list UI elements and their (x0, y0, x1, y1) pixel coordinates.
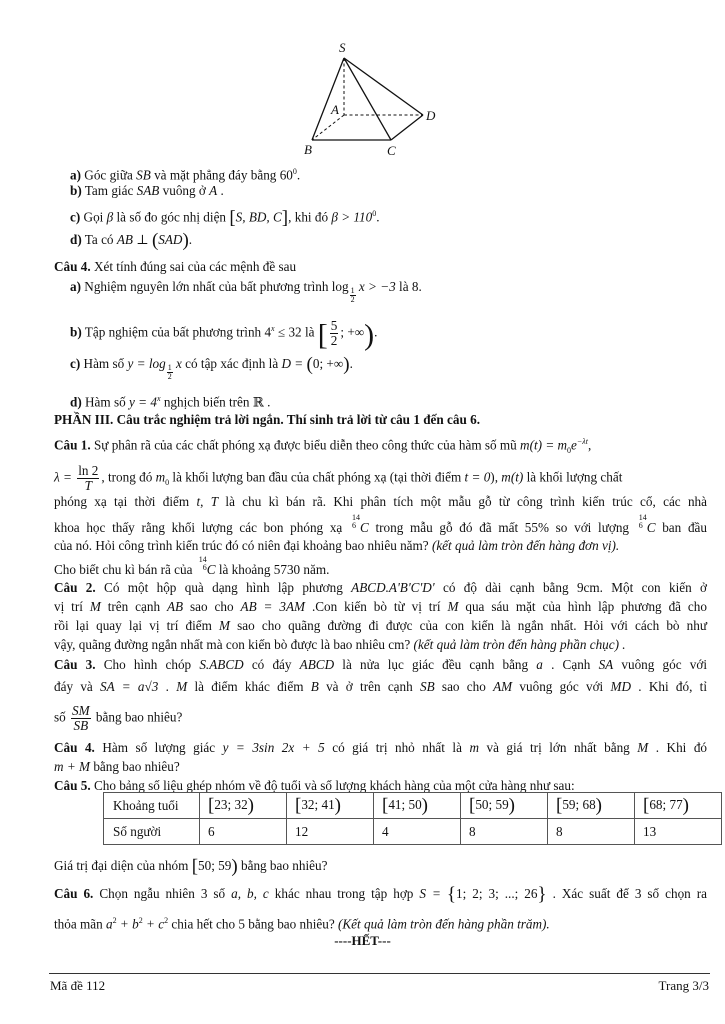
c3-line1 (54, 655, 707, 674)
numerator: 1 (350, 286, 355, 295)
math: y = 3sin 2x + 5 (222, 740, 325, 755)
math: AM (493, 679, 513, 694)
question-text: có giá trị nhỏ nhất là (324, 740, 470, 755)
paren-open: ( (306, 354, 313, 375)
question-text: , trong đó (101, 469, 156, 485)
question-text: và ở trên cạnh (318, 679, 420, 694)
brace-close: } (537, 884, 547, 905)
denominator: 2 (350, 295, 355, 304)
math: t = 0 (464, 469, 491, 485)
punct: . (374, 324, 378, 340)
math: m(t) = m (520, 437, 568, 453)
question-text: sao cho (434, 679, 494, 694)
item-text: là (301, 324, 318, 340)
question-text: khoa học thấy rằng khối lượng các bon phóng xạ (54, 520, 349, 535)
item-text: Nghiệm nguyên lớn nhất của bất phương trình (81, 279, 332, 294)
brace-open: { (446, 884, 456, 905)
question-text: Hàm số lượng giác (94, 740, 223, 755)
math: S = (419, 886, 447, 901)
label-C: C (387, 143, 396, 158)
question-text: bằng bao nhiêu? (237, 858, 328, 873)
paren-close: ) (343, 354, 350, 375)
math: m + M (54, 759, 91, 774)
punct: . (376, 209, 380, 225)
math: MD (610, 679, 632, 694)
c2-line3 (54, 616, 707, 635)
subscript: 0 (165, 478, 170, 488)
question-text: là chu kì bán rã. Khi phân tích một mẫu gỗ từ công trình kiến trúc cổ, các nhà (218, 494, 708, 509)
question-number: Câu 6. (54, 886, 94, 901)
interval-value: 68; 77 (649, 796, 683, 812)
superscript: 0 (292, 167, 297, 176)
question-number: Câu 1. (54, 437, 91, 453)
c1-line6 (54, 556, 711, 579)
question-text: là khoảng 5730 năm. (215, 562, 330, 577)
paren-close: ) (364, 318, 375, 352)
table-row-counts (104, 819, 722, 845)
math: a (536, 657, 543, 672)
label-D: D (426, 108, 436, 123)
edge-SD (344, 58, 423, 115)
question-text: ban đầu (655, 520, 707, 535)
mass-number: 14 (638, 513, 647, 522)
isotope-index (639, 514, 647, 530)
interval-value: 41; 50 (388, 796, 422, 812)
math: M (637, 740, 649, 755)
bracket-open: [ (229, 207, 236, 229)
question-text: và giá trị lớn nhất bằng (478, 740, 638, 755)
question-text: của nó. Hỏi công trình kiến trúc đó có niên đại khoảng bao nhiêu năm? (54, 538, 432, 553)
question-text: bằng bao nhiêu? (90, 759, 180, 774)
math: SB (420, 679, 435, 694)
footer-divider (49, 973, 710, 974)
superscript: −λt (576, 437, 588, 446)
item-text: Ta có (84, 232, 117, 247)
label-A: A (331, 102, 339, 117)
math: β > 110 (331, 209, 373, 225)
item-text: Hàm số (80, 356, 128, 371)
interval-cell: [32; 41) (287, 793, 374, 819)
math: SAB (136, 183, 160, 198)
c3-line3 (54, 704, 711, 733)
math: λ = (54, 469, 76, 485)
c2-line4 (54, 635, 711, 654)
subscript: 0 (567, 446, 572, 456)
interval-value: 23; 32 (214, 796, 248, 812)
q4-heading (54, 257, 711, 276)
math: M (89, 599, 101, 614)
math: B (310, 679, 319, 694)
c1-line1 (54, 432, 711, 460)
mass-number: 14 (351, 513, 360, 522)
question-text: Cho biết chu kì bán rã của (54, 562, 196, 577)
question-text: Cho hình chóp (95, 657, 200, 672)
question-number: Câu 4. (54, 259, 91, 274)
c2-line1 (54, 578, 707, 597)
item-label: d) (70, 232, 82, 247)
question-text: số (54, 709, 70, 725)
interval-value: 59; 68 (562, 796, 596, 812)
math: SB (136, 167, 151, 183)
q4-item-d (70, 389, 711, 411)
isotope-index (199, 556, 207, 572)
item-text: vuông ở (159, 183, 210, 198)
math: ABCD (299, 657, 335, 672)
row-header: Số người (104, 819, 200, 845)
question-text: Xét tính đúng sai của các mệnh đề sau (90, 259, 297, 274)
label-S: S (339, 40, 346, 55)
c5-question (54, 856, 711, 876)
paren-close: ) (231, 856, 238, 877)
c3-line2 (54, 677, 707, 696)
atomic-number: 6 (202, 563, 207, 572)
math: A (209, 183, 218, 198)
count-cell: 8 (461, 819, 548, 845)
math: ℝ (252, 394, 264, 410)
denominator: 2 (167, 372, 172, 381)
question-text: khác nhau trong tập hợp (268, 886, 420, 901)
punct: . (263, 394, 271, 410)
math: AB = 3AM (240, 599, 306, 614)
item-text: , khi đó (288, 209, 332, 225)
table-row-intervals (104, 793, 722, 819)
element-symbol: C (359, 520, 369, 535)
numerator: 1 (167, 363, 172, 372)
part3-heading: PHẦN III. Câu trắc nghiệm trả lời ngắn. Thí sinh trả lời từ câu 1 đến câu 6. (54, 412, 480, 427)
question-text: . Cạnh (542, 657, 599, 672)
c6-line1 (54, 884, 707, 904)
math: m (469, 740, 479, 755)
math: AB ⊥ (116, 232, 152, 247)
interval-cell: [50; 59) (461, 793, 548, 819)
question-text: có đáy (243, 657, 300, 672)
math: 4 (264, 324, 272, 340)
count-cell: 4 (374, 819, 461, 845)
math: log (331, 279, 349, 294)
item-text: và mặt phẳng đáy bằng (150, 167, 280, 183)
fraction (71, 704, 91, 733)
item-text: nghịch biến trên (160, 394, 253, 410)
c1-line5 (54, 536, 711, 555)
question-text: trên cạnh (100, 599, 167, 614)
c4-line2 (54, 757, 711, 776)
item-label: c) (70, 356, 81, 371)
math: T (210, 494, 219, 509)
count-cell: 12 (287, 819, 374, 845)
question-text: . Xác suất để 3 số chọn ra (546, 886, 707, 901)
punct: , (588, 437, 592, 453)
question-text: có độ dài cạnh bằng 9cm. Một con kiến ở (434, 580, 708, 595)
superscript: x (271, 324, 275, 334)
atomic-number: 6 (351, 521, 356, 530)
end-mark: ----HẾT--- (334, 933, 391, 948)
c2-line2 (54, 597, 707, 616)
math: 1; 2; 3; ...; 26 (456, 886, 538, 901)
item-text: có tập xác định là (181, 356, 282, 371)
question-number: Câu 3. (54, 657, 96, 672)
item-label: b) (70, 183, 82, 198)
paren-close: ) (182, 230, 189, 251)
question-text: là nửa lục giác đều cạnh bằng (334, 657, 537, 672)
pyramid-figure (280, 30, 480, 160)
age-frequency-table (103, 792, 722, 845)
punct: . (188, 232, 193, 247)
math: + b (116, 916, 139, 932)
question-text: rồi lại quay lại vị trí điểm (54, 618, 220, 633)
question-text: vuông góc với (613, 657, 707, 672)
math: 50; 59 (198, 858, 232, 873)
math: S.ABCD (199, 657, 244, 672)
c6-line2 (54, 911, 711, 933)
question-text: Chọn ngẫu nhiên 3 số (93, 886, 232, 901)
math: x > −3 (355, 279, 396, 294)
question-number: Câu 4. (54, 740, 95, 755)
question-text: trong mẫu gỗ đó đã mất 55% so với lượng (368, 520, 636, 535)
question-text: Sự phân rã của các chất phóng xạ được biểu diễn theo công thức của hàm số mũ (90, 437, 521, 453)
math: AB (167, 599, 184, 614)
interval-cell: [41; 50) (374, 793, 461, 819)
question-text: phóng xạ tại thời điểm (54, 494, 197, 509)
mass-number: 14 (198, 555, 207, 564)
interval-cell: [68; 77) (635, 793, 722, 819)
question-text: Có một hộp quà dạng hình lập phương (95, 580, 352, 595)
bracket-open: [ (191, 856, 199, 877)
fraction (330, 319, 339, 348)
question-text: bằng bao nhiêu? (92, 709, 183, 725)
interval-value: 50; 59 (475, 796, 509, 812)
math: S, BD, C (235, 209, 282, 225)
q4-item-b (70, 318, 711, 352)
count-cell: 8 (548, 819, 635, 845)
item-text: là 8. (395, 279, 422, 294)
q4-item-c (70, 354, 711, 381)
math: M (447, 599, 459, 614)
superscript: 2 (138, 916, 143, 925)
math: a (106, 916, 113, 932)
item-text: Tập nghiệm của bất phương trình (81, 324, 265, 340)
math: 60 (279, 167, 293, 183)
math: m (155, 469, 166, 485)
question-text: . Khi đó, tỉ (631, 679, 708, 694)
item-text: Góc giữa (84, 167, 137, 183)
math: β (106, 209, 114, 225)
item-label: b) (70, 324, 82, 340)
row-header: Khoảng tuổi (104, 793, 200, 819)
question-text: qua sáu mặt của hình lập phương đã cho (458, 599, 707, 614)
question-text: ), (490, 469, 502, 485)
item-label: c) (70, 209, 81, 225)
rounding-note: (kết quả làm tròn đến hàng phần chục) . (413, 637, 626, 652)
edge-SB (312, 58, 344, 140)
punct: , (200, 494, 211, 509)
q3-item-c (70, 204, 711, 227)
question-text: chia hết cho 5 bằng bao nhiêu? (168, 916, 338, 932)
math: x (172, 356, 182, 371)
math: m(t) (501, 469, 524, 485)
math: y = 4 (129, 394, 157, 410)
interval-cell: [23; 32) (200, 793, 287, 819)
q3-item-b (70, 181, 711, 200)
question-text: là khối lượng ban đầu của chất phóng xạ (tại thời điểm (169, 469, 465, 485)
math: ; +∞ (340, 324, 365, 340)
math: ABCD.A'B'C'D' (351, 580, 435, 595)
question-text: thỏa mãn (54, 916, 107, 932)
numerator: ln 2 (78, 463, 99, 478)
numerator: SM (72, 703, 90, 718)
item-text: Tam giác (84, 183, 137, 198)
denominator: SB (73, 718, 89, 733)
punct: . (349, 356, 353, 371)
math: y = log (127, 356, 166, 371)
question-text: Cho bảng số liệu ghép nhóm về độ tuổi và số lượng khách hàng của một cửa hàng như sau: (90, 778, 575, 793)
superscript: 2 (112, 916, 117, 925)
superscript: x (156, 394, 161, 403)
math: t (196, 494, 201, 509)
denominator: T (84, 478, 92, 493)
math: 0; +∞ (312, 356, 344, 371)
fraction (77, 464, 99, 493)
count-cell: 6 (200, 819, 287, 845)
math: M (176, 679, 188, 694)
item-label: d) (70, 394, 82, 410)
question-text: . Khi đó (648, 740, 708, 755)
rounding-note: (kết quả làm tròn đến hàng đơn vị). (431, 538, 620, 553)
edge-CD (391, 115, 423, 140)
math: + c (142, 916, 165, 932)
bracket-close: ] (281, 207, 289, 229)
math: e (571, 437, 577, 453)
q3-item-d (70, 230, 711, 250)
atomic-number: 6 (638, 521, 643, 530)
item-label: a) (70, 167, 81, 183)
question-text: vị trí (54, 599, 90, 614)
math: a, b, c (231, 886, 269, 901)
denominator: 2 (330, 333, 338, 348)
c1-line4 (54, 514, 707, 537)
question-number: Câu 5. (54, 778, 91, 793)
math: ≤ 32 (274, 324, 302, 340)
superscript: 2 (164, 916, 169, 925)
question-text: là điểm khác điểm (187, 679, 311, 694)
c1-line3 (54, 492, 707, 511)
question-text: sao cho (183, 599, 241, 614)
page-number: Trang 3/3 (658, 978, 709, 993)
question-text: .Con kiến bò từ vị trí (305, 599, 448, 614)
question-text: là khối lượng chất (523, 469, 623, 485)
question-number: Câu 2. (54, 580, 96, 595)
question-text: Giá trị đại diện của nhóm (54, 858, 192, 873)
edge-SC (344, 58, 391, 140)
item-label: a) (70, 279, 81, 294)
question-text: sao cho quãng đường đi được của con kiến là ngắn nhất. Hỏi với cách bò như (230, 618, 707, 633)
rounding-note: (Kết quả làm tròn đến hàng phần trăm). (337, 916, 550, 932)
question-text: vậy, quãng đường ngắn nhất mà con kiến bò được là bao nhiêu cm? (54, 637, 414, 652)
exam-code: Mã đề 112 (50, 978, 106, 993)
item-text: Hàm số (81, 394, 129, 410)
c1-line2 (54, 464, 711, 493)
question-text: đáy và (54, 679, 101, 694)
count-cell: 13 (635, 819, 722, 845)
punct: . (217, 183, 224, 198)
math: SA = a√3 (100, 679, 159, 694)
math: D = (281, 356, 307, 371)
interval-cell: [59; 68) (548, 793, 635, 819)
numerator: 5 (330, 318, 338, 333)
math: M (219, 618, 231, 633)
punct: . (296, 167, 301, 183)
question-text: vuông góc với (512, 679, 611, 694)
superscript: 0 (372, 209, 377, 218)
element-symbol: C (206, 562, 216, 577)
bracket-open: [ (317, 318, 328, 352)
math: SA (598, 657, 614, 672)
paren-open: ( (151, 230, 159, 251)
math: SAD (158, 232, 183, 247)
item-text: là số đo góc nhị diện (113, 209, 230, 225)
label-B: B (304, 142, 312, 157)
item-text: Gọi (83, 209, 107, 225)
isotope-index (352, 514, 360, 530)
element-symbol: C (646, 520, 656, 535)
q4-item-a (70, 277, 711, 304)
punct: . (158, 679, 177, 694)
interval-value: 32; 41 (301, 796, 335, 812)
c4-line1 (54, 738, 707, 757)
